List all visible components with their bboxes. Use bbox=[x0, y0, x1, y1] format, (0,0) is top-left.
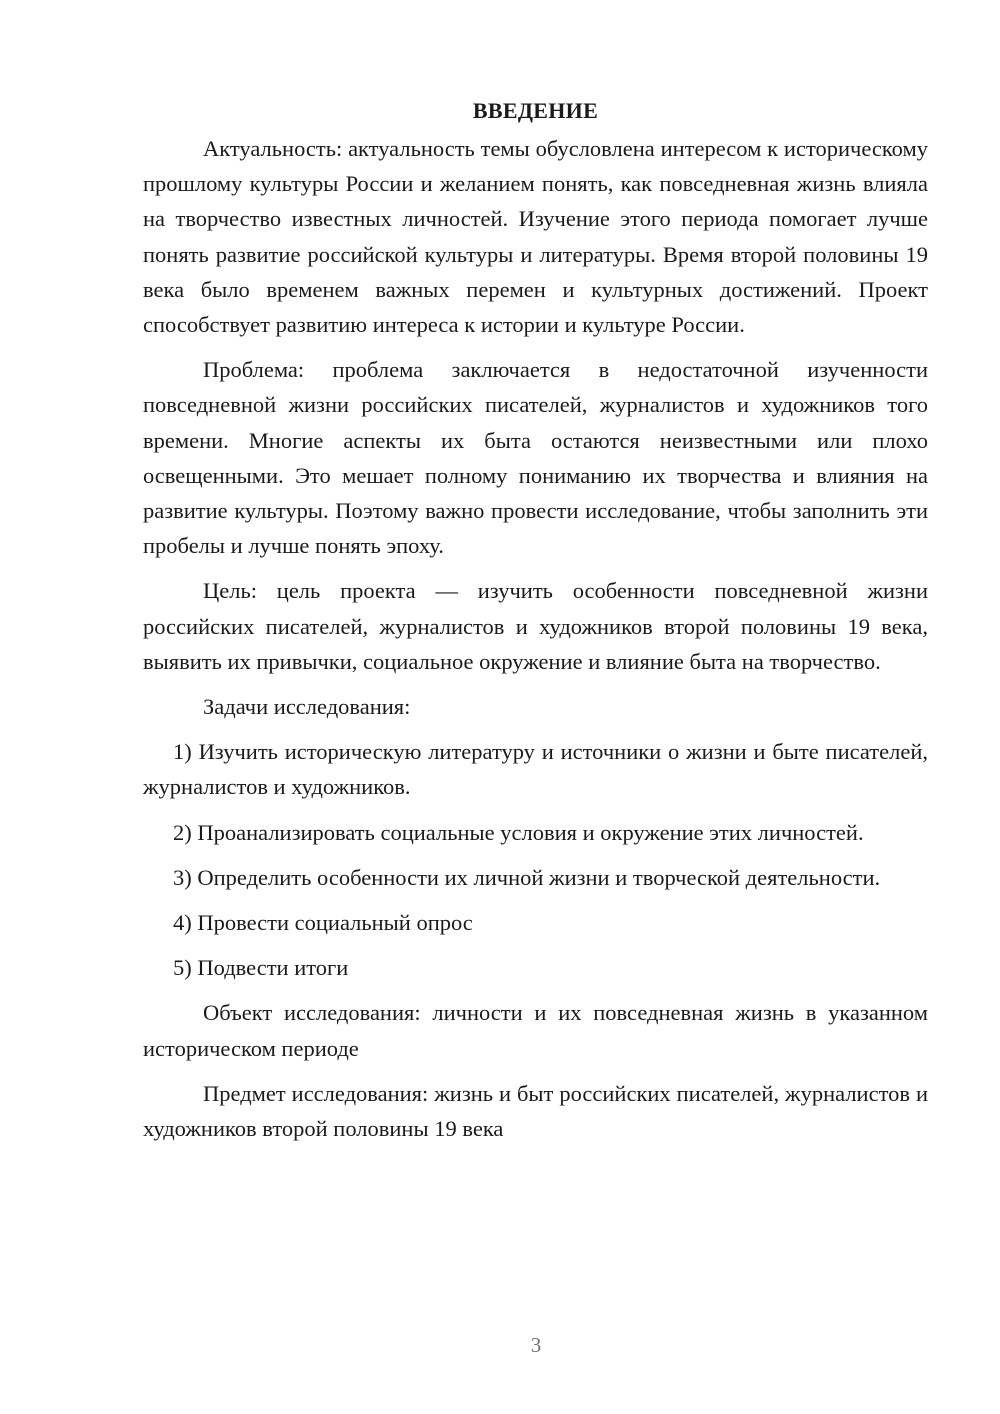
page-title: ВВЕДЕНИЕ bbox=[472, 98, 599, 123]
object-paragraph: Объект исследования: личности и их повседневная жизнь в указанном историческом периоде bbox=[143, 1000, 928, 1061]
task-item: 1) Изучить историческую литературу и источники о жизни и быте писателей, журналистов и художников. bbox=[143, 739, 928, 800]
goal-paragraph: Цель: цель проекта — изучить особенности повседневной жизни российских писателей, журналистов и художников второй половины 19 века, выявить их привычки, социальное окружение и влияние быта на творчество. bbox=[143, 578, 928, 674]
subject-paragraph: Предмет исследования: жизнь и быт российских писателей, журналистов и художников второй половины 19 века bbox=[143, 1080, 928, 1142]
task-item: 3) Определить особенности их личной жизни и творческой деятельности. bbox=[173, 864, 881, 890]
tasks-heading: Задачи исследования: bbox=[203, 694, 411, 720]
problem-paragraph: Проблема: проблема заключается в недостаточной изученности повседневной жизни российских писателей, журналистов и художников того времени. Многие аспекты их быта остаются неизвестными или плохо освещенными. Это мешает полному пониманию их творчества и влияния на развитие культуры. Поэтому важно провести исследование, чтобы заполнить эти пробелы и лучше понять эпоху. bbox=[143, 357, 928, 559]
task-item: 4) Провести социальный опрос bbox=[173, 910, 473, 936]
tasks-list bbox=[143, 734, 928, 985]
relevance-paragraph: Актуальность: актуальность темы обусловлена интересом к историческому прошлому культуры России и желанием понять, как повседневная жизнь влияла на творчество известных личностей. Изучение этого периода помогает лучше понять развитие российской культуры и литературы. Время второй половины 19 века было временем важных перемен и культурных достижений. Проект способствует развитию интереса к истории и культуре России. bbox=[143, 136, 928, 338]
document-page bbox=[143, 95, 928, 1156]
page-number: 3 bbox=[530, 1333, 542, 1357]
task-item: 2) Проанализировать социальные условия и окружение этих личностей. bbox=[173, 819, 864, 845]
task-item: 5) Подвести итоги bbox=[173, 955, 349, 981]
